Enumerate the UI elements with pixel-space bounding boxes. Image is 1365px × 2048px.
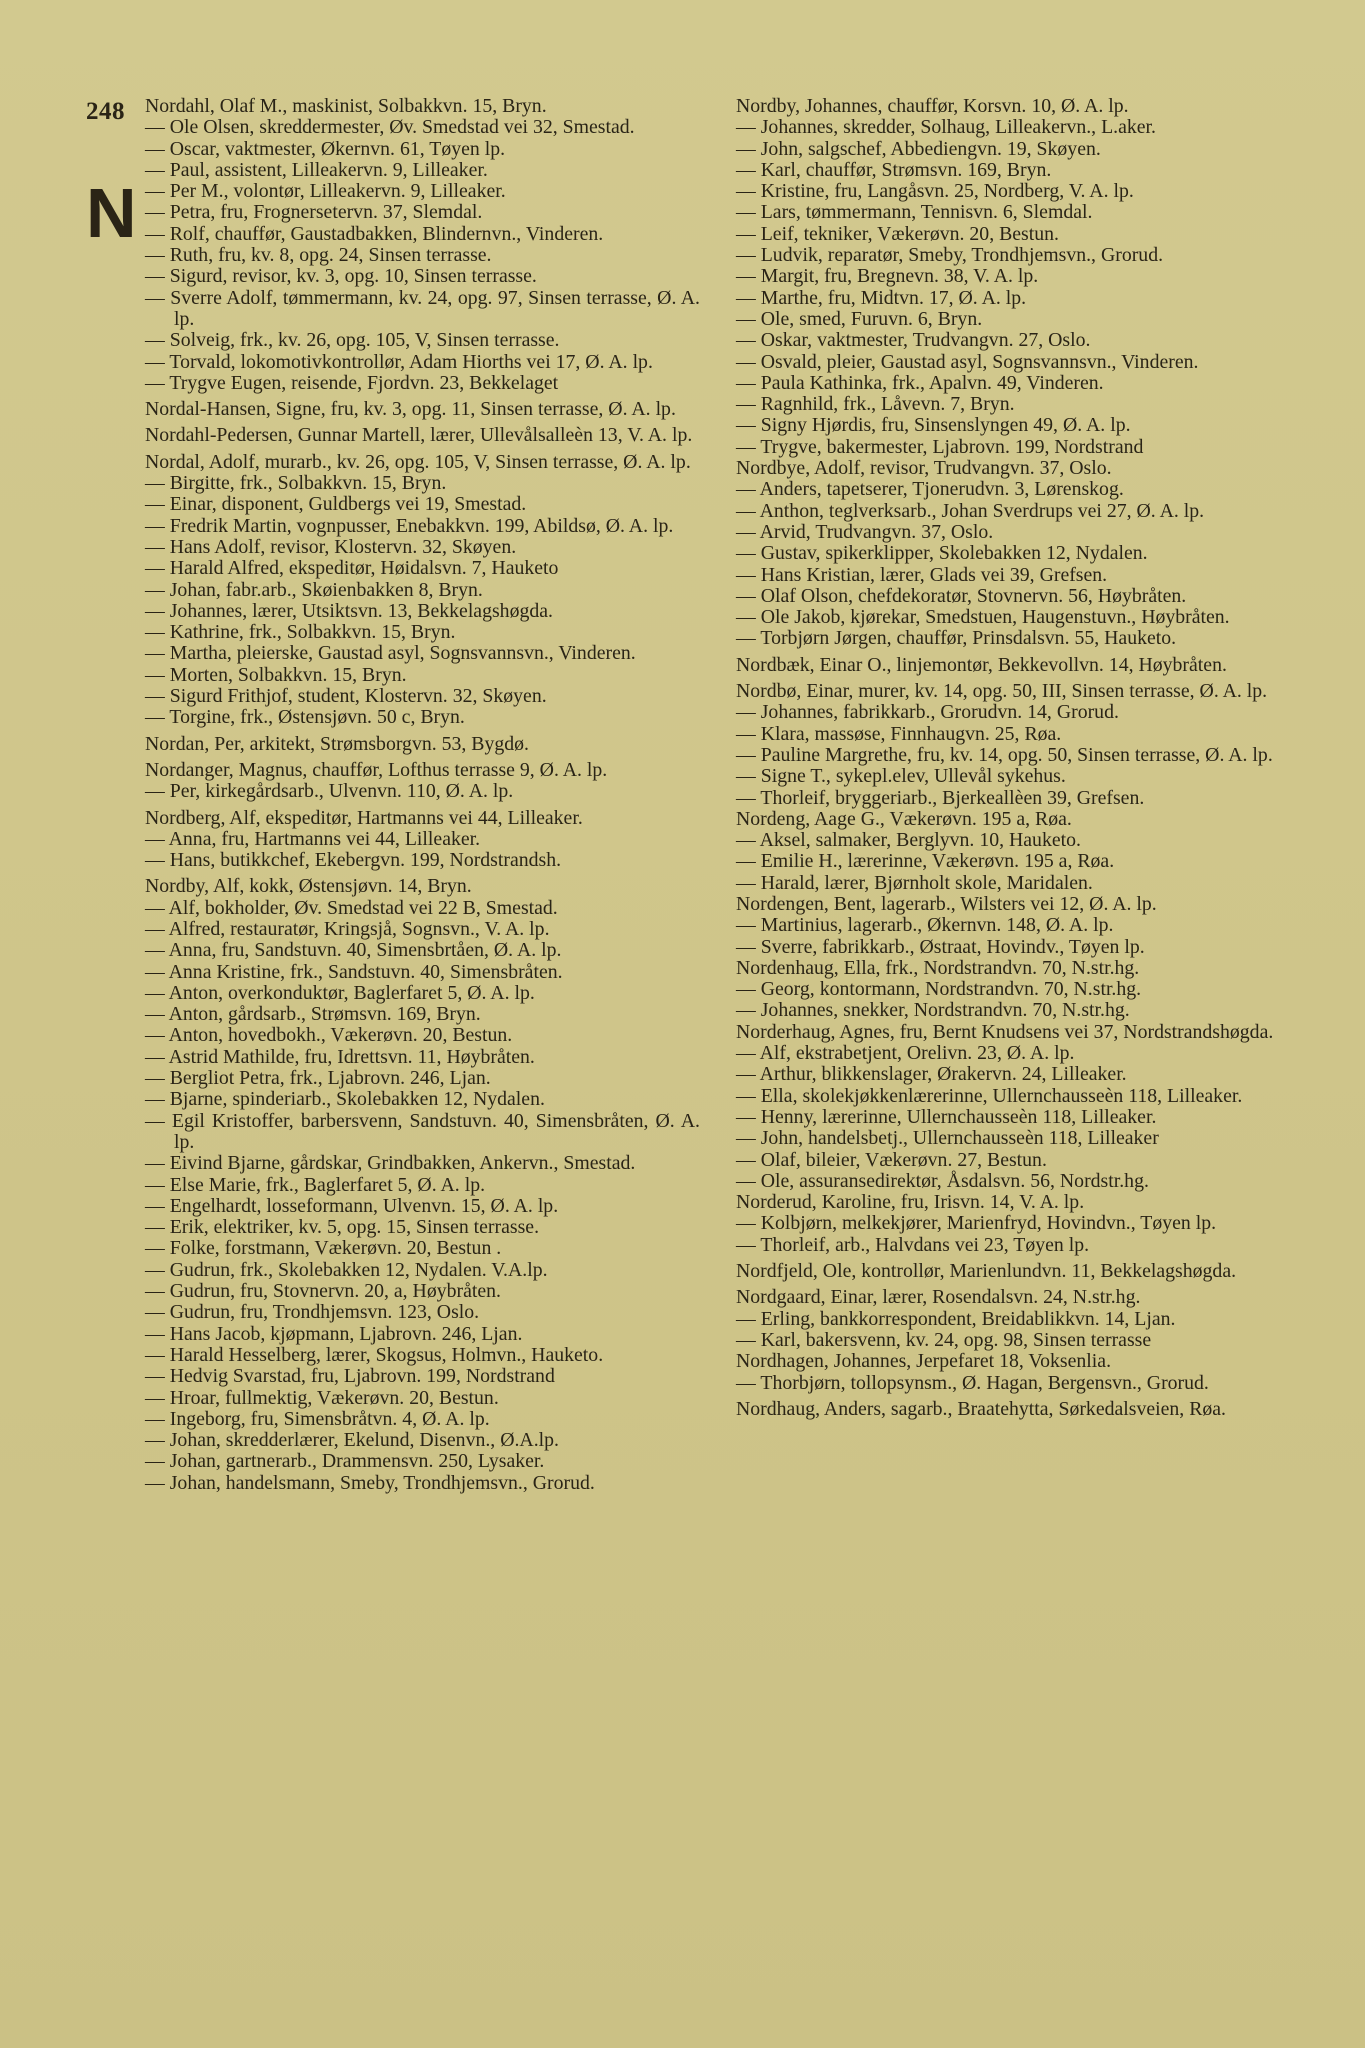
directory-entry: — Henny, lærerinne, Ullernchausseèn 118, Lilleaker. [736, 1105, 1157, 1128]
directory-entry: Nordhagen, Johannes, Jerpefaret 18, Voksenlia. [736, 1350, 1112, 1373]
directory-entry: — Ole Olsen, skreddermester, Øv. Smedstad vei 32, Smestad. [145, 116, 635, 139]
directory-entry: — Gudrun, fru, Stovnervn. 20, a, Høybråten. [145, 1280, 501, 1303]
directory-entry: — Alf, bokholder, Øv. Smedstad vei 22 B, Smestad. [145, 896, 558, 919]
directory-entry: — Signy Hjørdis, fru, Sinsenslyngen 49, Ø. A. lp. [736, 414, 1131, 437]
directory-entry: — Ole, assuransedirektør, Åsdalsvn. 56, Nordstr.hg. [736, 1169, 1149, 1192]
directory-entry: — Alfred, restauratør, Kringsjå, Sognsvn., V. A. lp. [145, 917, 550, 940]
directory-entry: Nordhaug, Anders, sagarb., Braatehytta, Sørkedalsveien, Røa. [736, 1397, 1227, 1420]
directory-entry: — Johannes, lærer, Utsiktsvn. 13, Bekkelagshøgda. [145, 599, 553, 622]
directory-entry: — Signe T., sykepl.elev, Ullevål sykehus. [736, 765, 1066, 788]
directory-entry: Nordengen, Bent, lagerarb., Wilsters vei 12, Ø. A. lp. [736, 892, 1157, 915]
directory-entry: Nordfjeld, Ole, kontrollør, Marienlundvn. 11, Bekkelagshøgda. [736, 1260, 1237, 1283]
directory-entry: — Erik, elektriker, kv. 5, opg. 15, Sinsen terrasse. [145, 1216, 540, 1239]
directory-entry: — Harald Alfred, ekspeditør, Høidalsvn. 7, Hauketo [145, 557, 559, 580]
directory-entry: — Margit, fru, Bregnevn. 38, V. A. lp. [736, 265, 1039, 288]
directory-entry: — Ole, smed, Furuvn. 6, Bryn. [736, 307, 983, 330]
directory-entry: — Ragnhild, frk., Låvevn. 7, Bryn. [736, 393, 1015, 416]
page-number: 248 [86, 98, 125, 125]
directory-entry: — Sverre, fabrikkarb., Østraat, Hovindv., Tøyen lp. [736, 935, 1145, 958]
directory-entry: — Einar, disponent, Guldbergs vei 19, Smestad. [145, 493, 527, 516]
directory-entry: — Johan, gartnerarb., Drammensvn. 250, Lysaker. [145, 1450, 545, 1473]
directory-entry: — Engelhardt, losseformann, Ulvenvn. 15, Ø. A. lp. [145, 1194, 559, 1217]
directory-entry: — Rolf, chauffør, Gaustadbakken, Blindernvn., Vinderen. [145, 222, 604, 245]
directory-entry: Nordal-Hansen, Signe, fru, kv. 3, opg. 11, Sinsen terrasse, Ø. A. lp. [145, 398, 676, 421]
directory-entry: Nordenhaug, Ella, frk., Nordstrandvn. 70, N.str.hg. [736, 956, 1140, 979]
directory-entry: — Anton, overkonduktør, Baglerfaret 5, Ø. A. lp. [145, 981, 535, 1004]
directory-entry: — Astrid Mathilde, fru, Idrettsvn. 11, Høybråten. [145, 1045, 535, 1068]
directory-entry: Nordanger, Magnus, chauffør, Lofthus terrasse 9, Ø. A. lp. [145, 758, 608, 781]
directory-entry: — Johannes, fabrikkarb., Grorudvn. 14, Grorud. [736, 701, 1119, 724]
directory-entry: — Torvald, lokomotivkontrollør, Adam Hiorths vei 17, Ø. A. lp. [145, 350, 653, 373]
directory-entry: — Egil Kristoffer, barbersvenn, Sandstuvn. 40, Simensbråten, Ø. A. lp. [145, 1109, 700, 1153]
directory-entry: — Harald, lærer, Bjørnholt skole, Maridalen. [736, 871, 1093, 894]
directory-entry: — Thorleif, arb., Halvdans vei 23, Tøyen lp. [736, 1233, 1090, 1256]
directory-entry: — Birgitte, frk., Solbakkvn. 15, Bryn. [145, 472, 447, 495]
directory-entry: — Olaf, bileier, Vækerøvn. 27, Bestun. [736, 1148, 1047, 1171]
directory-entry: — Kolbjørn, melkekjører, Marienfryd, Hovindvn., Tøyen lp. [736, 1212, 1217, 1235]
directory-entry: — Ruth, fru, kv. 8, opg. 24, Sinsen terrasse. [145, 244, 492, 267]
directory-entry: — Lars, tømmermann, Tennisvn. 6, Slemdal. [736, 201, 1093, 224]
directory-entry: — Karl, bakersvenn, kv. 24, opg. 98, Sinsen terrasse [736, 1328, 1152, 1351]
directory-entry: Nordby, Alf, kokk, Østensjøvn. 14, Bryn. [145, 875, 472, 898]
directory-entry: — Klara, massøse, Finnhaugvn. 25, Røa. [736, 722, 1062, 745]
directory-entry: — Torbjørn Jørgen, chauffør, Prinsdalsvn. 55, Hauketo. [736, 627, 1177, 650]
directory-entry: — Erling, bankkorrespondent, Breidablikkvn. 14, Ljan. [736, 1307, 1176, 1330]
directory-entry: — Arvid, Trudvangvn. 37, Oslo. [736, 520, 994, 543]
left-column [145, 96, 700, 1494]
directory-entry: — Hans Jacob, kjøpmann, Ljabrovn. 246, Ljan. [145, 1322, 523, 1345]
directory-entry: — Kathrine, frk., Solbakkvn. 15, Bryn. [145, 621, 456, 644]
directory-entry: — Martha, pleierske, Gaustad asyl, Sognsvannsvn., Vinderen. [145, 642, 636, 665]
directory-entry: — Pauline Margrethe, fru, kv. 14, opg. 50, Sinsen terrasse, Ø. A. lp. [736, 743, 1273, 766]
directory-entry: — Leif, tekniker, Vækerøvn. 20, Bestun. [736, 222, 1059, 245]
directory-entry: Nordgaard, Einar, lærer, Rosendalsvn. 24, N.str.hg. [736, 1286, 1141, 1309]
directory-entry: — Trygve Eugen, reisende, Fjordvn. 23, Bekkelaget [145, 371, 559, 394]
directory-entry: — Hans Adolf, revisor, Klostervn. 32, Skøyen. [145, 535, 517, 558]
directory-entry: — Johannes, skredder, Solhaug, Lilleakervn., L.aker. [736, 116, 1156, 139]
directory-entry: Nordal, Adolf, murarb., kv. 26, opg. 105, V, Sinsen terrasse, Ø. A. lp. [145, 450, 691, 473]
directory-entry: — Morten, Solbakkvn. 15, Bryn. [145, 663, 407, 686]
directory-entry: — Hroar, fullmektig, Vækerøvn. 20, Bestun. [145, 1386, 499, 1409]
directory-entry: — Harald Hesselberg, lærer, Skogsus, Holmvn., Hauketo. [145, 1343, 604, 1366]
directory-entry: — Oskar, vaktmester, Trudvangvn. 27, Oslo. [736, 329, 1091, 352]
directory-entry: — Anton, hovedbokh., Vækerøvn. 20, Bestun. [145, 1024, 513, 1047]
directory-entry: — Johan, handelsmann, Smeby, Trondhjemsvn., Grorud. [145, 1471, 595, 1494]
directory-entry: Nordahl, Olaf M., maskinist, Solbakkvn. 15, Bryn. [145, 95, 547, 117]
directory-entry: Norderud, Karoline, fru, Irisvn. 14, V. A. lp. [736, 1191, 1085, 1214]
directory-entry: Nordbye, Adolf, revisor, Trudvangvn. 37, Oslo. [736, 457, 1112, 480]
directory-entry: — Aksel, salmaker, Berglyvn. 10, Hauketo. [736, 829, 1081, 852]
directory-entry: — Trygve, bakermester, Ljabrovn. 199, Nordstrand [736, 435, 1144, 458]
directory-entry: — Osvald, pleier, Gaustad asyl, Sognsvannsvn., Vinderen. [736, 350, 1199, 373]
directory-entry: Norderhaug, Agnes, fru, Bernt Knudsens vei 37, Nordstrandshøgda. [736, 1020, 1274, 1043]
right-column [736, 96, 1291, 1420]
directory-entry: Nordahl-Pedersen, Gunnar Martell, lærer, Ullevålsalleèn 13, V. A. lp. [145, 424, 693, 447]
directory-entry: — Petra, fru, Frognersetervn. 37, Slemdal. [145, 201, 483, 224]
directory-entry: — Karl, chauffør, Strømsvn. 169, Bryn. [736, 158, 1052, 181]
directory-entry: — Kristine, fru, Langåsvn. 25, Nordberg, V. A. lp. [736, 180, 1134, 203]
directory-entry: — Ole Jakob, kjørekar, Smedstuen, Haugenstuvn., Høybråten. [736, 606, 1230, 629]
directory-entry: — Oscar, vaktmester, Økernvn. 61, Tøyen lp. [145, 137, 506, 160]
directory-entry: — Anders, tapetserer, Tjonerudvn. 3, Lørenskog. [736, 478, 1124, 501]
directory-entry: — Torgine, frk., Østensjøvn. 50 c, Bryn. [145, 706, 465, 729]
directory-entry: — Else Marie, frk., Baglerfaret 5, Ø. A. lp. [145, 1173, 486, 1196]
directory-entry: — Thorleif, bryggeriarb., Bjerkeallèen 39, Grefsen. [736, 786, 1145, 809]
directory-entry: — Folke, forstmann, Vækerøvn. 20, Bestun . [145, 1237, 502, 1260]
section-letter: N [86, 174, 137, 252]
directory-entry: — Sverre Adolf, tømmermann, kv. 24, opg. 97, Sinsen terrasse, Ø. A. lp. [145, 286, 700, 330]
directory-entry: — Ella, skolekjøkkenlærerinne, Ullernchausseèn 118, Lilleaker. [736, 1084, 1243, 1107]
directory-entry: Nordby, Johannes, chauffør, Korsvn. 10, Ø. A. lp. [736, 95, 1129, 117]
directory-entry: — Paula Kathinka, frk., Apalvn. 49, Vinderen. [736, 371, 1104, 394]
directory-entry: — Solveig, frk., kv. 26, opg. 105, V, Sinsen terrasse. [145, 329, 560, 352]
directory-entry: Nordberg, Alf, ekspeditør, Hartmanns vei 44, Lilleaker. [145, 806, 583, 829]
directory-entry: — Anna, fru, Hartmanns vei 44, Lilleaker. [145, 827, 481, 850]
directory-entry: — Martinius, lagerarb., Økernvn. 148, Ø. A. lp. [736, 914, 1114, 937]
directory-entry: — Per M., volontør, Lilleakervn. 9, Lilleaker. [145, 180, 506, 203]
directory-entry: — Emilie H., lærerinne, Vækerøvn. 195 a, Røa. [736, 850, 1115, 873]
directory-entry: — Per, kirkegårdsarb., Ulvenvn. 110, Ø. A. lp. [145, 780, 514, 803]
directory-entry: — Ingeborg, fru, Simensbråtvn. 4, Ø. A. lp. [145, 1407, 490, 1430]
directory-entry: — Eivind Bjarne, gårdskar, Grindbakken, Ankervn., Smestad. [145, 1152, 636, 1175]
directory-entry: — Olaf Olson, chefdekoratør, Stovnervn. 56, Høybråten. [736, 584, 1187, 607]
directory-entry: — Gudrun, frk., Skolebakken 12, Nydalen. V.A.lp. [145, 1258, 548, 1281]
directory-entry: — Hedvig Svarstad, fru, Ljabrovn. 199, Nordstrand [145, 1365, 555, 1388]
directory-entry: — John, salgschef, Abbediengvn. 19, Skøyen. [736, 137, 1101, 160]
directory-entry: — Johannes, snekker, Nordstrandvn. 70, N.str.hg. [736, 999, 1130, 1022]
directory-entry: — Thorbjørn, tollopsynsm., Ø. Hagan, Bergensvn., Grorud. [736, 1371, 1209, 1394]
directory-entry: — John, handelsbetj., Ullernchausseèn 118, Lilleaker [736, 1127, 1159, 1150]
directory-entry: — Marthe, fru, Midtvn. 17, Ø. A. lp. [736, 286, 1027, 309]
directory-entry: — Arthur, blikkenslager, Ørakervn. 24, Lilleaker. [736, 1063, 1127, 1086]
directory-entry: — Johan, fabr.arb., Skøienbakken 8, Bryn. [145, 578, 483, 601]
directory-entry: — Hans Kristian, lærer, Glads vei 39, Grefsen. [736, 563, 1108, 586]
directory-entry: — Bergliot Petra, frk., Ljabrovn. 246, Ljan. [145, 1067, 491, 1090]
directory-entry: — Sigurd Frithjof, student, Klostervn. 32, Skøyen. [145, 685, 547, 708]
directory-entry: — Anna Kristine, frk., Sandstuvn. 40, Simensbråten. [145, 960, 563, 983]
directory-entry: — Gudrun, fru, Trondhjemsvn. 123, Oslo. [145, 1301, 480, 1324]
directory-entry: — Johan, skredderlærer, Ekelund, Disenvn., Ø.A.lp. [145, 1429, 559, 1452]
directory-entry: — Fredrik Martin, vognpusser, Enebakkvn. 199, Abildsø, Ø. A. lp. [145, 514, 674, 537]
directory-entry: — Gustav, spikerklipper, Skolebakken 12, Nydalen. [736, 542, 1148, 565]
directory-entry: Nordan, Per, arkitekt, Strømsborgvn. 53, Bygdø. [145, 732, 529, 755]
directory-entry: — Alf, ekstrabetjent, Orelivn. 23, Ø. A. lp. [736, 1042, 1075, 1065]
directory-entry: — Paul, assistent, Lilleakervn. 9, Lilleaker. [145, 158, 488, 181]
directory-entry: — Georg, kontormann, Nordstrandvn. 70, N.str.hg. [736, 978, 1142, 1001]
directory-entry: — Hans, butikkchef, Ekebergvn. 199, Nordstrandsh. [145, 849, 562, 872]
directory-entry: — Anton, gårdsarb., Strømsvn. 169, Bryn. [145, 1003, 481, 1026]
directory-entry: — Anthon, teglverksarb., Johan Sverdrups vei 27, Ø. A. lp. [736, 499, 1205, 522]
directory-entry: — Ludvik, reparatør, Smeby, Trondhjemsvn., Grorud. [736, 244, 1164, 267]
directory-entry: Nordeng, Aage G., Vækerøvn. 195 a, Røa. [736, 807, 1072, 830]
directory-entry: Nordbæk, Einar O., linjemontør, Bekkevollvn. 14, Høybråten. [736, 653, 1227, 676]
directory-entry: Nordbø, Einar, murer, kv. 14, opg. 50, III, Sinsen terrasse, Ø. A. lp. [736, 680, 1268, 703]
directory-entry: — Bjarne, spinderiarb., Skolebakken 12, Nydalen. [145, 1088, 545, 1111]
directory-entry: — Sigurd, revisor, kv. 3, opg. 10, Sinsen terrasse. [145, 265, 537, 288]
directory-entry: — Anna, fru, Sandstuvn. 40, Simensbrtåen, Ø. A. lp. [145, 939, 562, 962]
